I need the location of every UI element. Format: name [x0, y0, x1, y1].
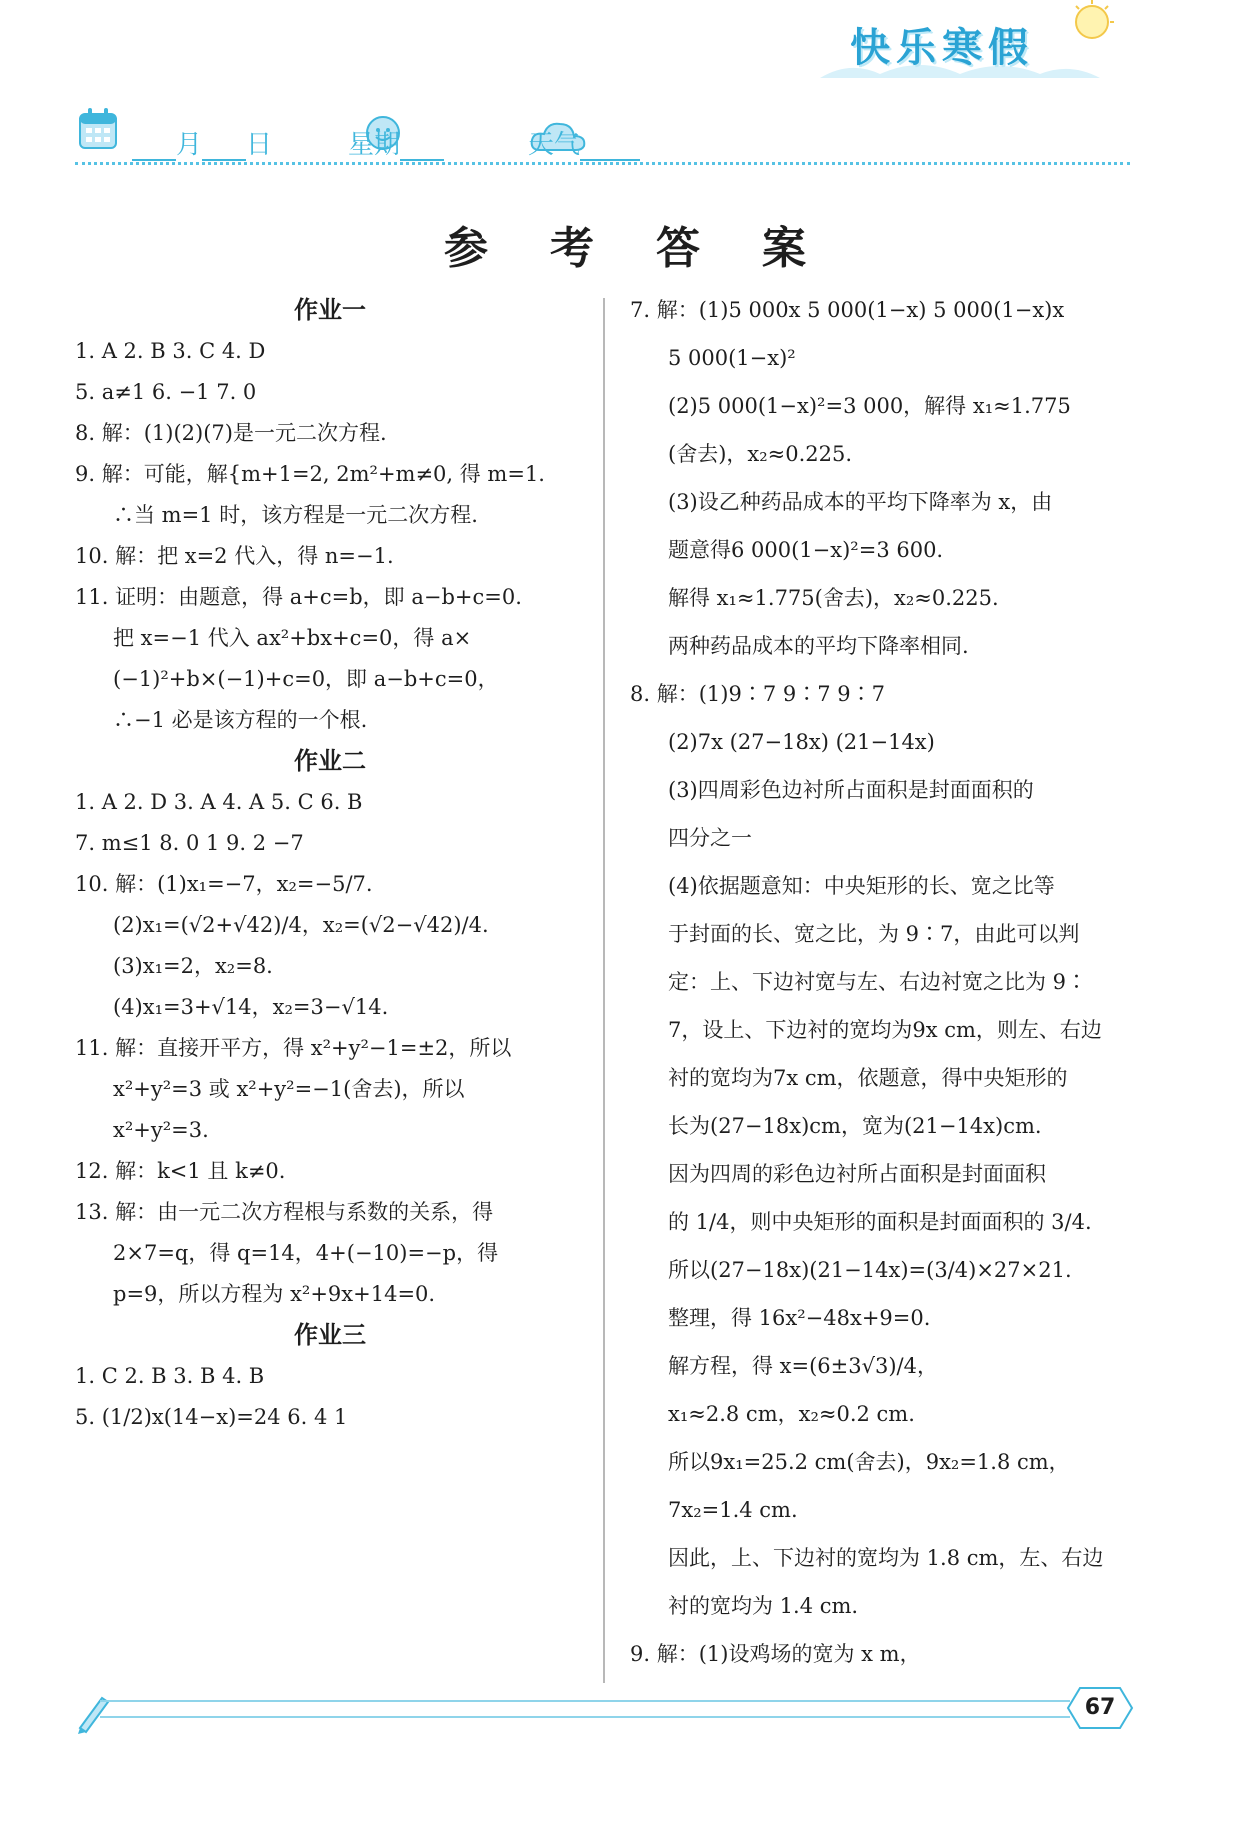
answer-line: 7，设上、下边衬的宽均为9x cm，则左、右边 — [668, 1018, 1102, 1042]
page-number: 67 — [1084, 1695, 1116, 1720]
answer-line: (2)5 000(1−x)²=3 000，解得 x₁≈1.775 — [668, 394, 1071, 418]
answer-line: ∴当 m=1 时，该方程是一元二次方程. — [113, 503, 478, 527]
date-fill — [132, 124, 272, 161]
answer-line: 定：上、下边衬宽与左、右边衬宽之比为 9∶ — [668, 970, 1088, 994]
answer-line: (4)依据题意知：中央矩形的长、宽之比等 — [668, 874, 1055, 898]
answer-line: 1. A 2. D 3. A 4. A 5. C 6. B — [75, 790, 363, 814]
month-blank — [132, 133, 176, 161]
answer-line: x₁≈2.8 cm，x₂≈0.2 cm. — [668, 1402, 915, 1426]
answer-line: 11. 解：直接开平方，得 x²+y²−1=±2，所以 — [75, 1036, 512, 1060]
answer-line: 9. 解：可能，解{m+1=2, 2m²+m≠0, 得 m=1. — [75, 462, 545, 486]
weather-fill — [528, 124, 640, 161]
calendar-icon — [78, 106, 118, 150]
answer-line: 7. 解：(1)5 000x 5 000(1−x) 5 000(1−x)x — [630, 298, 1065, 322]
answer-line: 5. (1/2)x(14−x)=24 6. 4 1 — [75, 1405, 348, 1429]
weather-label: 天气 — [528, 130, 581, 160]
answer-line: 13. 解：由一元二次方程根与系数的关系，得 — [75, 1200, 494, 1224]
answer-line: x²+y²=3. — [113, 1118, 209, 1142]
day-label: 日 — [246, 130, 273, 160]
answer-line: 题意得6 000(1−x)²=3 600. — [668, 538, 944, 562]
answer-line: (−1)²+b×(−1)+c=0，即 a−b+c=0， — [113, 667, 499, 691]
answer-line: 5 000(1−x)² — [668, 346, 796, 370]
answer-line: (2)x₁=(√2+√42)/4，x₂=(√2−√42)/4. — [113, 913, 489, 937]
answer-line: 8. 解：(1)(2)(7)是一元二次方程. — [75, 421, 387, 445]
answer-line: 5. a≠1 6. −1 7. 0 — [75, 380, 257, 404]
answer-line: 解方程，得 x=(6±3√3)/4， — [668, 1354, 938, 1378]
answer-line: 衬的宽均为 1.4 cm. — [668, 1594, 859, 1618]
weekday-label: 星期 — [348, 130, 401, 160]
answer-line: (3)设乙种药品成本的平均下降率为 x，由 — [668, 490, 1053, 514]
day-blank — [202, 133, 246, 161]
answer-line: 衬的宽均为7x cm，依题意，得中央矩形的 — [668, 1066, 1068, 1090]
answer-line: 因为四周的彩色边衬所占面积是封面面积 — [668, 1162, 1046, 1186]
section-heading: 作业一 — [294, 296, 366, 324]
month-label: 月 — [176, 130, 203, 160]
column-divider — [603, 298, 605, 1683]
answer-line: 8. 解：(1)9∶7 9∶7 9∶7 — [630, 682, 885, 706]
answer-line: 12. 解：k<1 且 k≠0. — [75, 1159, 286, 1183]
answer-line: 7. m≤1 8. 0 1 9. 2 −7 — [75, 831, 304, 855]
answer-line: 9. 解：(1)设鸡场的宽为 x m， — [630, 1642, 921, 1666]
pen-icon — [72, 1688, 112, 1734]
answer-line: 的 1/4，则中央矩形的面积是封面面积的 3/4. — [668, 1210, 1092, 1234]
answer-line: 把 x=−1 代入 ax²+bx+c=0，得 a× — [113, 626, 472, 650]
answer-line: 整理，得 16x²−48x+9=0. — [668, 1306, 931, 1330]
answer-line: 11. 证明：由题意，得 a+c=b，即 a−b+c=0. — [75, 585, 522, 609]
page-header — [70, 88, 1130, 168]
answer-line: (2)7x (27−18x) (21−14x) — [668, 730, 935, 754]
weekday-blank — [400, 133, 444, 161]
answer-line: (3)四周彩色边衬所占面积是封面面积的 — [668, 778, 1034, 802]
section-heading: 作业二 — [294, 747, 366, 775]
answer-line: 于封面的长、宽之比，为 9∶7，由此可以判 — [668, 922, 1080, 946]
header-divider — [75, 162, 1130, 165]
weekday-fill — [348, 124, 444, 161]
answer-line: 1. A 2. B 3. C 4. D — [75, 339, 266, 363]
answer-line: 2×7=q，得 q=14，4+(−10)=−p，得 — [113, 1241, 499, 1265]
answer-line: (4)x₁=3+√14，x₂=3−√14. — [113, 995, 389, 1019]
answer-line: 解得 x₁≈1.775(舍去)，x₂≈0.225. — [668, 586, 999, 610]
answer-line: 长为(27−18x)cm，宽为(21−14x)cm. — [668, 1114, 1042, 1138]
answer-line: 7x₂=1.4 cm. — [668, 1498, 798, 1522]
answer-line: 所以9x₁=25.2 cm(舍去)，9x₂=1.8 cm， — [668, 1450, 1070, 1474]
section-heading: 作业三 — [294, 1321, 366, 1349]
brand-title: 快乐寒假 — [850, 25, 1034, 71]
answer-line: p=9，所以方程为 x²+9x+14=0. — [113, 1282, 436, 1306]
brand-banner — [790, 0, 1130, 90]
answer-line: 因此，上、下边衬的宽均为 1.8 cm，左、右边 — [668, 1546, 1104, 1570]
answer-line: 四分之一 — [668, 826, 752, 850]
answer-line: 10. 解：把 x=2 代入，得 n=−1. — [75, 544, 394, 568]
footer-line-lower — [100, 1716, 1070, 1718]
weather-blank — [580, 133, 640, 161]
answer-line: 1. C 2. B 3. B 4. B — [75, 1364, 265, 1388]
answer-line: (3)x₁=2，x₂=8. — [113, 954, 273, 978]
answer-line: x²+y²=3 或 x²+y²=−1(舍去)，所以 — [113, 1077, 465, 1101]
answer-line: ∴−1 必是该方程的一个根. — [113, 708, 368, 732]
answer-line: 两种药品成本的平均下降率相同. — [668, 634, 969, 658]
footer-line — [100, 1700, 1070, 1702]
page-title: 参考答案 — [444, 223, 868, 274]
answer-line: 10. 解：(1)x₁=−7，x₂=−5/7. — [75, 872, 373, 896]
answer-line: (舍去)，x₂≈0.225. — [668, 442, 853, 466]
answer-line: 所以(27−18x)(21−14x)=(3/4)×27×21. — [668, 1258, 1072, 1282]
